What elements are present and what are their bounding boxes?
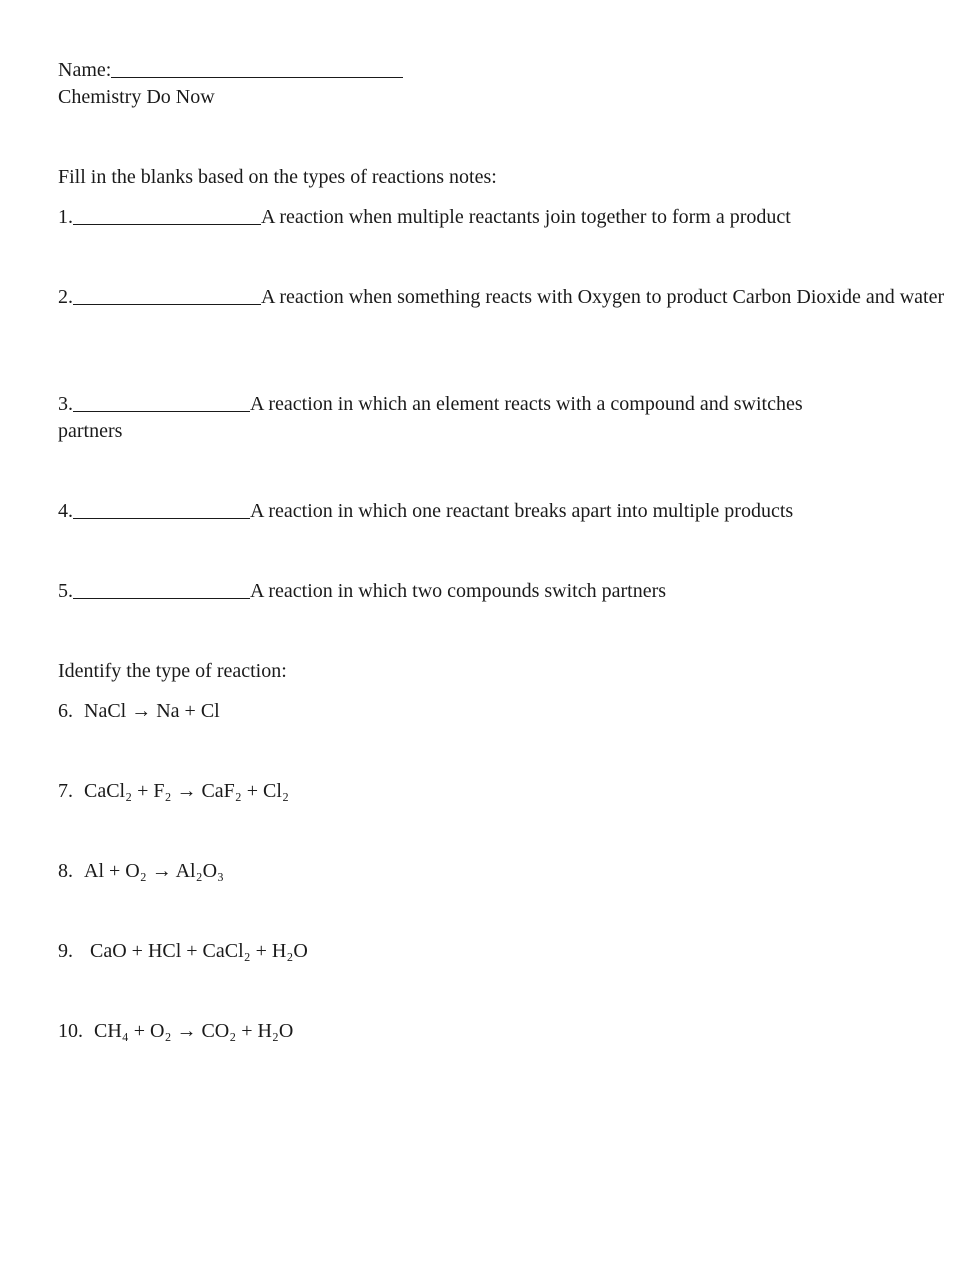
question-text: A reaction in which an element reacts with a compound and switches partners	[58, 393, 803, 442]
worksheet-title: Chemistry Do Now	[58, 86, 215, 108]
question-number: 1.	[58, 206, 73, 228]
answer-blank[interactable]	[73, 204, 261, 225]
identify-instructions: Identify the type of reaction:	[58, 660, 287, 682]
answer-blank[interactable]	[73, 284, 261, 305]
question-text: A reaction when multiple reactants join together to form a product	[261, 206, 791, 228]
chemical-equation: CaO + HCl + CaCl₂ + H₂O	[90, 940, 308, 962]
fill-in-instructions: Fill in the blanks based on the types of reactions notes:	[58, 166, 497, 188]
name-line	[58, 57, 403, 84]
chemical-equation: Al + O₂ → Al₂O₃	[84, 860, 224, 882]
question-text: A reaction when something reacts with Oxygen to product Carbon Dioxide and water	[261, 286, 945, 308]
question-1	[58, 204, 791, 231]
name-blank[interactable]	[111, 57, 403, 78]
question-number: 5.	[58, 580, 73, 602]
question-number: 4.	[58, 500, 73, 522]
question-number: 8.	[58, 860, 73, 882]
question-text: A reaction in which one reactant breaks apart into multiple products	[250, 500, 794, 522]
name-label: Name:	[58, 59, 112, 81]
answer-blank[interactable]	[73, 578, 250, 599]
question-number: 2.	[58, 286, 73, 308]
chemical-equation: CH₄ + O₂ → CO₂ + H₂O	[94, 1020, 294, 1042]
question-9	[58, 938, 308, 965]
question-7	[58, 778, 289, 805]
question-4	[58, 498, 793, 525]
question-number: 3.	[58, 393, 73, 415]
answer-blank[interactable]	[73, 391, 250, 412]
question-6	[58, 698, 220, 725]
question-number: 6.	[58, 700, 73, 722]
question-5	[58, 578, 666, 605]
chemical-equation: CaCl₂ + F₂ → CaF₂ + Cl₂	[84, 780, 289, 802]
question-number: 10.	[58, 1020, 83, 1042]
question-3	[58, 391, 868, 445]
question-number: 9.	[58, 940, 73, 962]
question-2	[58, 284, 948, 311]
question-text: A reaction in which two compounds switch partners	[250, 580, 667, 602]
chemical-equation: NaCl → Na + Cl	[84, 700, 220, 722]
question-number: 7.	[58, 780, 73, 802]
answer-blank[interactable]	[73, 498, 250, 519]
question-10	[58, 1018, 293, 1045]
question-8	[58, 858, 224, 885]
